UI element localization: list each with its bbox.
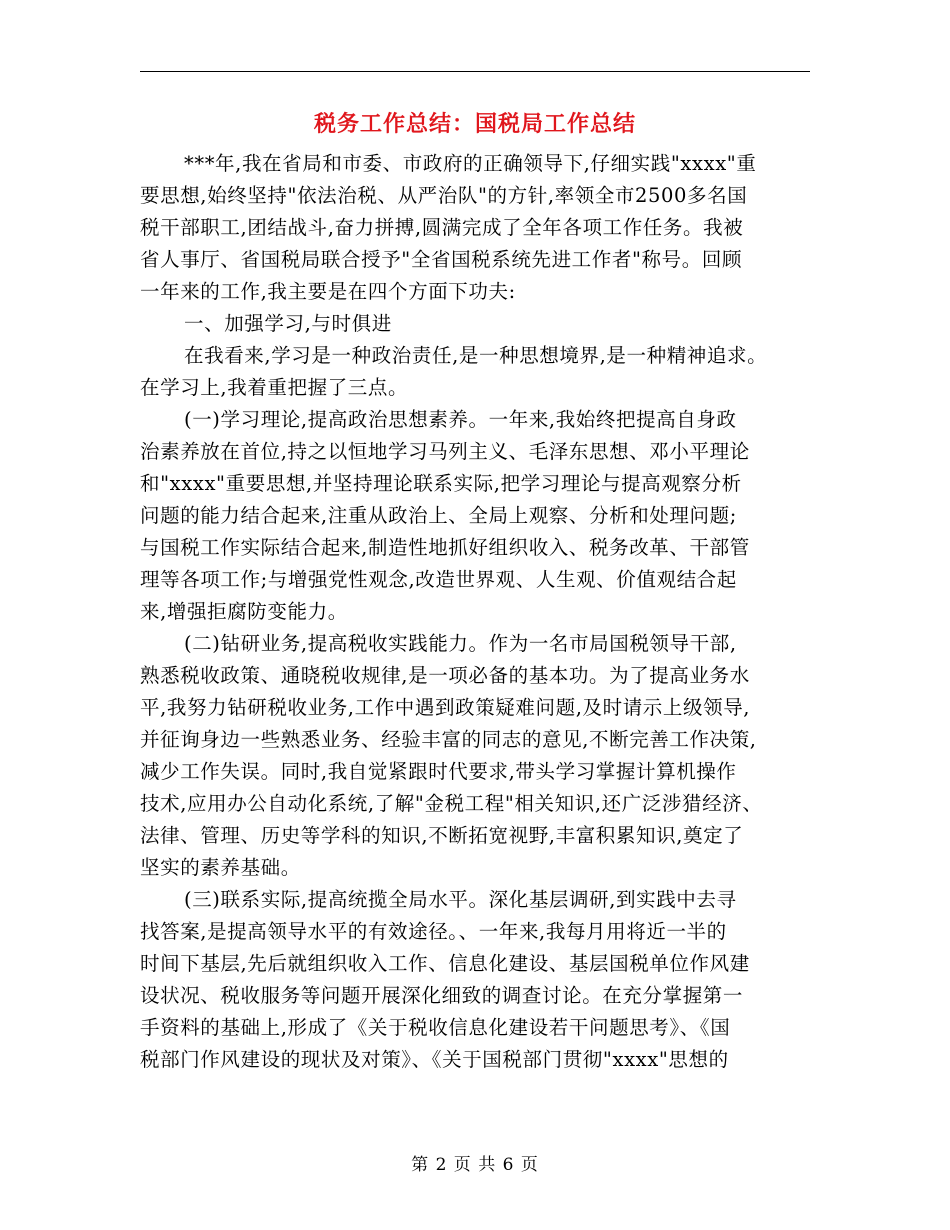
paragraph-line: 设状况、税收服务等问题开展深化细致的调查讨论。在充分掌握第一 xyxy=(140,984,744,1007)
paragraph-line: 一年来的工作,我主要是在四个方面下功夫: xyxy=(140,280,516,303)
paragraph-line: 理等各项工作;与增强党性观念,改造世界观、人生观、价值观结合起 xyxy=(140,568,737,591)
paragraph-line: 技术,应用办公自动化系统,了解"金税工程"相关知识,还广泛涉猎经济、 xyxy=(140,792,763,815)
paragraph-line: (一)学习理论,提高政治思想素养。一年来,我始终把提高自身政 xyxy=(184,408,737,431)
paragraph-line: 问题的能力结合起来,注重从政治上、全局上观察、分析和处理问题; xyxy=(140,504,737,527)
paragraph-line: (三)联系实际,提高统揽全局水平。深化基层调研,到实践中去寻 xyxy=(184,888,737,911)
paragraph-line: 要思想,始终坚持"依法治税、从严治队"的方针,率领全市2500多名国 xyxy=(140,184,748,207)
paragraph-line: 时间下基层,先后就组织收入工作、信息化建设、基层国税单位作风建 xyxy=(140,952,750,975)
paragraph-line: 在学习上,我着重把握了三点。 xyxy=(140,376,409,399)
page-footer: 第 2 页 共 6 页 xyxy=(411,1155,539,1175)
paragraph-line: 治素养放在首位,持之以恒地学习马列主义、毛泽东思想、邓小平理论 xyxy=(140,440,750,463)
paragraph-line: 法律、管理、历史等学科的知识,不断拓宽视野,丰富积累知识,奠定了 xyxy=(140,824,744,847)
paragraph-line: 省人事厅、省国税局联合授予"全省国税系统先进工作者"称号。回顾 xyxy=(140,248,743,271)
paragraph-line: 税部门作风建设的现状及对策》、《关于国税部门贯彻"xxxx"思想的 xyxy=(140,1048,729,1071)
paragraph-line: 和"xxxx"重要思想,并坚持理论联系实际,把学习理论与提高观察分析 xyxy=(140,472,742,495)
paragraph-line: 减少工作失误。同时,我自觉紧跟时代要求,带头学习掌握计算机操作 xyxy=(140,760,737,783)
paragraph-line: 找答案,是提高领导水平的有效途径。、一年来,我每月用将近一半的 xyxy=(140,920,727,943)
document-title: 税务工作总结：国税局工作总结 xyxy=(313,111,636,137)
section-heading: 一、加强学习,与时俱进 xyxy=(184,312,392,335)
paragraph-line: 手资料的基础上,形成了《关于税收信息化建设若干问题思考》、《国 xyxy=(140,1016,731,1039)
paragraph-line: 税干部职工,团结战斗,奋力拼搏,圆满完成了全年各项工作任务。我被 xyxy=(140,216,744,239)
paragraph-line: 平,我努力钻研税收业务,工作中遇到政策疑难问题,及时请示上级领导, xyxy=(140,696,751,719)
paragraph-line: 熟悉税收政策、通晓税收规律,是一项必备的基本功。为了提高业务水 xyxy=(140,664,750,687)
paragraph-line: 与国税工作实际结合起来,制造性地抓好组织收入、税务改革、干部管 xyxy=(140,536,750,559)
paragraph-line: 来,增强拒腐防变能力。 xyxy=(140,600,348,623)
document-body xyxy=(140,148,820,1076)
paragraph-line: (二)钻研业务,提高税收实践能力。作为一名市局国税领导干部, xyxy=(184,632,737,655)
header-rule xyxy=(140,71,810,72)
paragraph-line: 坚实的素养基础。 xyxy=(140,856,301,879)
paragraph-line: 并征询身边一些熟悉业务、经验丰富的同志的意见,不断完善工作决策, xyxy=(140,728,757,751)
paragraph-line: 在我看来,学习是一种政治责任,是一种思想境界,是一种精神追求。 xyxy=(184,344,768,367)
paragraph-line: ***年,我在省局和市委、市政府的正确领导下,仔细实践"xxxx"重 xyxy=(184,152,757,175)
